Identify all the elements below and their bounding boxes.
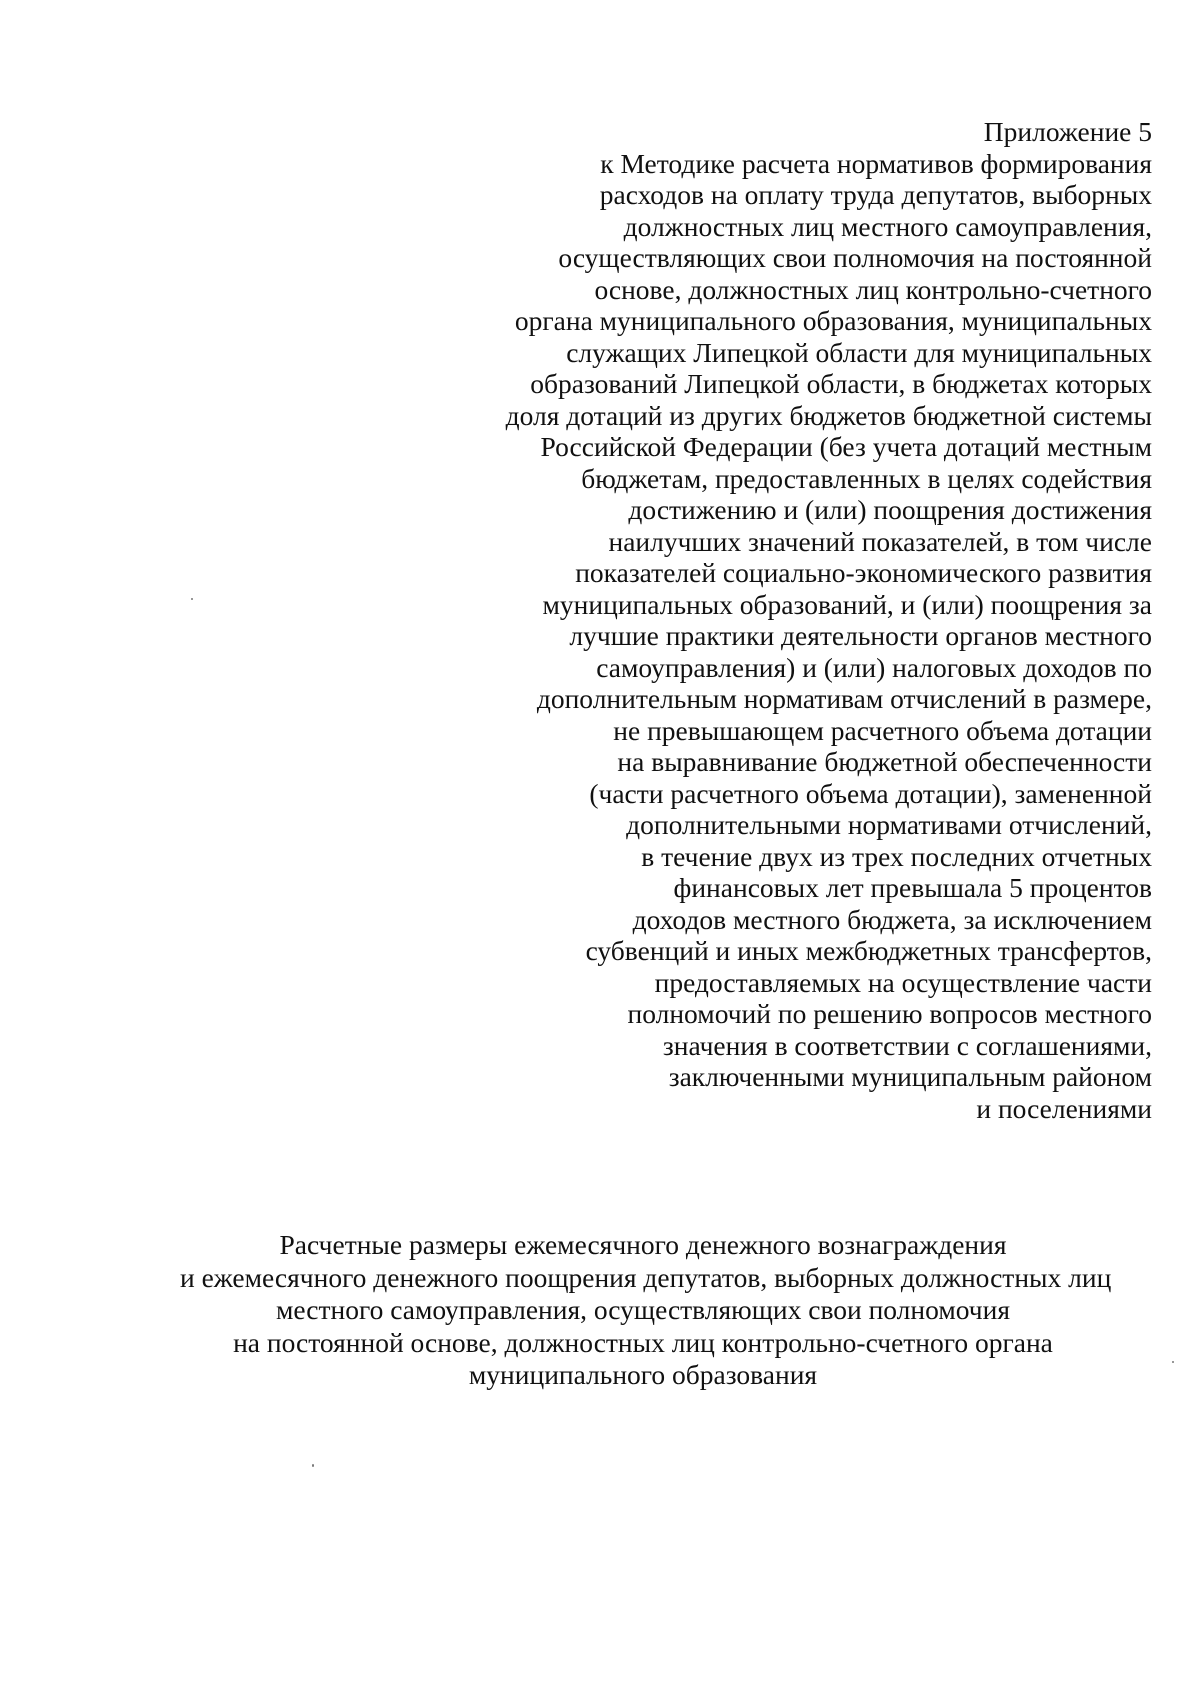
appendix-line: органа муниципального образования, муниципальных [514, 305, 1152, 336]
appendix-line: образований Липецкой области, в бюджетах которых [530, 368, 1152, 399]
appendix-line: должностных лиц местного самоуправления, [623, 210, 1152, 242]
appendix-line: значения в соответствии с соглашениями, [662, 1029, 1152, 1061]
appendix-line: на выравнивание бюджетной обеспеченности [617, 746, 1152, 777]
appendix-line: наилучших значений показателей, в том числе [608, 525, 1152, 557]
scan-speck [312, 1464, 314, 1467]
appendix-line: доходов местного бюджета, за исключением [632, 903, 1152, 935]
appendix-line: осуществляющих свои полномочия на постоянной [558, 242, 1152, 273]
appendix-line: дополнительным нормативам отчислений в размере, [536, 683, 1152, 714]
appendix-line: финансовых лет превышала 5 процентов [673, 872, 1152, 903]
appendix-header [432, 116, 1152, 1124]
appendix-line: Российской Федерации (без учета дотаций местным [540, 431, 1152, 462]
appendix-line: основе, должностных лиц контрольно-счетного [594, 273, 1152, 305]
appendix-line: бюджетам, предоставленных в целях содействия [581, 462, 1152, 494]
appendix-line: самоуправления) и (или) налоговых доходов по [596, 651, 1152, 683]
appendix-line: достижению и (или) поощрения достижения [628, 494, 1152, 525]
heading-line: местного самоуправления, осуществляющих свои полномочия [276, 1294, 1010, 1325]
heading-line: и ежемесячного денежного поощрения депутатов, выборных должностных лиц [180, 1261, 1112, 1293]
heading-line: на постоянной основе, должностных лиц контрольно-счетного органа [233, 1326, 1053, 1358]
appendix-line: доля дотаций из других бюджетов бюджетной системы [505, 399, 1152, 431]
appendix-line: служащих Липецкой области для муниципальных [566, 336, 1152, 368]
appendix-line: заключенными муниципальным районом [668, 1061, 1152, 1092]
appendix-line: к Методике расчета нормативов формирования [600, 147, 1152, 179]
appendix-line: предоставляемых на осуществление части [654, 966, 1152, 998]
appendix-line: субвенций и иных межбюджетных трансфертов, [585, 935, 1152, 966]
scan-speck [1172, 1361, 1174, 1363]
appendix-line: дополнительными нормативами отчислений, [626, 809, 1152, 840]
appendix-line: не превышающем расчетного объема дотации [613, 714, 1152, 746]
appendix-line: показателей социально-экономического развития [575, 557, 1152, 588]
appendix-line: (части расчетного объема дотации), замененной [589, 777, 1152, 809]
appendix-title: Приложение 5 [983, 116, 1152, 147]
appendix-line: лучшие практики деятельности органов местного [569, 620, 1152, 651]
heading-line: Расчетные размеры ежемесячного денежного вознаграждения [279, 1229, 1007, 1260]
appendix-line: муниципальных образований, и (или) поощрения за [542, 588, 1152, 620]
document-heading [180, 1229, 1112, 1392]
appendix-line: полномочий по решению вопросов местного [627, 998, 1152, 1029]
appendix-line: расходов на оплату труда депутатов, выборных [599, 179, 1152, 210]
appendix-line: в течение двух из трех последних отчетных [641, 840, 1152, 872]
scan-speck [191, 598, 193, 600]
appendix-line: и поселениями [976, 1092, 1152, 1124]
heading-line: муниципального образования [468, 1359, 818, 1390]
